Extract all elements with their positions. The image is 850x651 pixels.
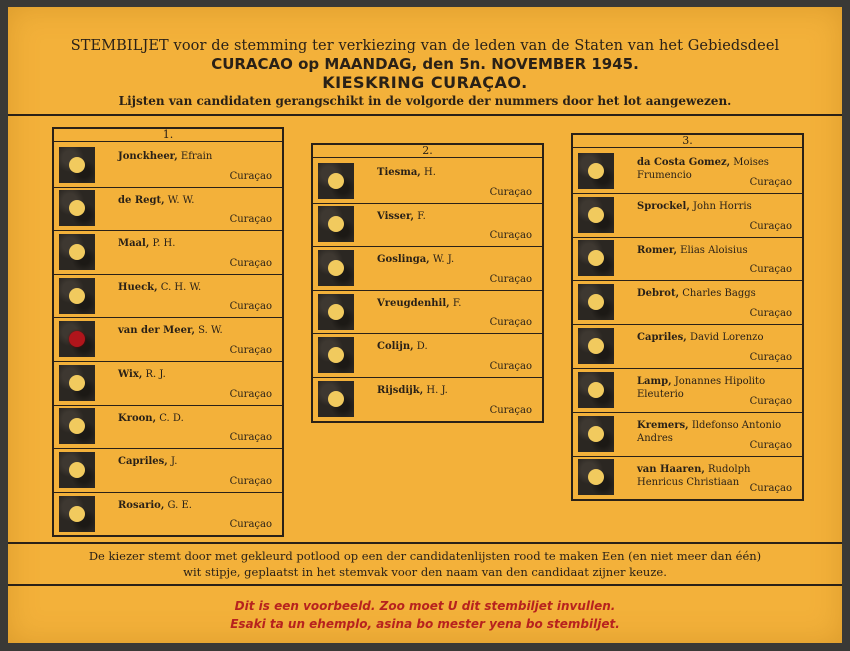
candidate-row — [54, 405, 282, 450]
header-district: KIESKRING CURAÇAO. — [322, 73, 528, 92]
header-title: STEMBILJET voor de stemming ter verkiezing van de leden van de Staten van het Gebiedsdeel — [70, 38, 780, 54]
candidate-surname: Lamp, — [637, 376, 672, 387]
ballot-header — [8, 37, 842, 109]
vote-dot[interactable] — [69, 288, 85, 304]
candidate-residence: Curaçao — [749, 439, 792, 451]
vote-dot[interactable] — [69, 375, 85, 391]
candidate-residence: Curaçao — [229, 475, 272, 487]
candidate-given-names: Jonannes Hipolito — [674, 376, 766, 387]
candidate-row — [573, 412, 802, 457]
candidate-surname: Rosario, — [118, 499, 165, 511]
candidate-surname: van der Meer, — [118, 325, 195, 337]
candidate-given-names: Rudolph — [708, 463, 751, 475]
candidate-residence: Curaçao — [229, 257, 272, 269]
candidate-row — [573, 368, 802, 413]
candidate-residence: Curaçao — [749, 395, 792, 407]
candidate-given-names: Efrain — [180, 151, 213, 162]
ballot-sheet — [8, 7, 842, 643]
candidate-name — [118, 412, 276, 425]
candidate-name — [377, 384, 536, 397]
candidate-name — [377, 340, 536, 353]
candidate-given-names: W. J. — [432, 254, 455, 266]
candidate-given-names: David Lorenzo — [689, 332, 764, 344]
vote-dot[interactable] — [588, 250, 604, 266]
candidate-surname: Kremers, — [637, 419, 689, 431]
candidate-residence: Curaçao — [749, 308, 792, 320]
example-line-papiamentu: Esaki ta un ehemplo, asina bo mester yena bo stembiljet. — [230, 617, 620, 631]
candidate-given-names: R. J. — [145, 369, 166, 380]
candidate-given-names: C. D. — [159, 412, 184, 424]
vote-box[interactable] — [59, 234, 95, 270]
vote-box[interactable] — [578, 284, 614, 320]
candidate-given-names-2: Andres — [637, 432, 673, 444]
vote-box[interactable] — [318, 163, 354, 199]
candidate-residence: Curaçao — [489, 317, 532, 329]
candidate-residence: Curaçao — [229, 344, 272, 356]
example-line-dutch: Dit is een voorbeeld. Zoo moet U dit stembiljet invullen. — [234, 599, 616, 613]
candidate-row — [573, 456, 802, 500]
list-number: 2. — [313, 145, 542, 158]
candidate-residence: Curaçao — [229, 170, 272, 182]
vote-box[interactable] — [578, 153, 614, 189]
candidate-row — [573, 324, 802, 369]
candidate-given-names-2: Frumencio — [637, 170, 692, 181]
vote-dot[interactable] — [328, 391, 344, 407]
candidate-surname: Kroon, — [118, 412, 157, 424]
instruction-bottom-divider — [8, 584, 842, 586]
candidate-name — [377, 166, 536, 179]
vote-dot[interactable] — [69, 462, 85, 478]
candidate-surname: van Haaren, — [637, 463, 705, 475]
vote-box[interactable] — [578, 328, 614, 364]
candidate-residence: Curaçao — [489, 230, 532, 242]
candidate-residence: Curaçao — [229, 301, 272, 313]
candidate-row — [573, 193, 802, 238]
candidate-residence: Curaçao — [229, 519, 272, 531]
candidate-surname: Debrot, — [637, 288, 680, 300]
candidate-given-names: W. W. — [167, 194, 195, 206]
vote-box[interactable] — [318, 337, 354, 373]
candidate-residence: Curaçao — [489, 360, 532, 372]
list-number: 1. — [54, 129, 282, 142]
candidate-residence: Curaçao — [229, 214, 272, 226]
candidate-row — [54, 448, 282, 493]
candidate-residence: Curaçao — [749, 483, 792, 495]
vote-dot[interactable] — [69, 157, 85, 173]
candidate-surname: Vreugdenhil, — [377, 297, 450, 309]
top-divider — [8, 114, 842, 116]
candidate-surname: da Costa Gomez, — [637, 157, 731, 168]
candidate-name — [377, 210, 536, 223]
candidate-residence: Curaçao — [749, 220, 792, 232]
candidate-given-names: H. — [423, 167, 436, 178]
vote-box[interactable] — [59, 147, 95, 183]
candidate-name — [118, 237, 276, 250]
vote-dot[interactable] — [588, 382, 604, 398]
candidate-row — [313, 203, 542, 248]
candidate-residence: Curaçao — [229, 432, 272, 444]
voting-instruction — [8, 548, 842, 580]
candidate-given-names: G. E. — [167, 499, 192, 511]
candidate-name — [118, 150, 276, 163]
candidate-row — [54, 187, 282, 232]
candidate-surname: Rijsdijk, — [377, 385, 424, 396]
candidate-given-names: C. H. W. — [160, 281, 202, 293]
candidate-name — [637, 287, 796, 300]
instruction-line-2: wit stipje, geplaatst in het stemvak voor den naam van den candidaat zijner keuze. — [183, 565, 667, 579]
vote-box[interactable] — [59, 365, 95, 401]
list-number: 3. — [573, 135, 802, 148]
candidate-name — [377, 253, 536, 266]
vote-dot[interactable] — [328, 260, 344, 276]
candidate-residence: Curaçao — [229, 388, 272, 400]
candidate-name — [637, 244, 796, 257]
candidate-residence: Curaçao — [489, 186, 532, 198]
candidate-name — [118, 368, 276, 381]
candidate-surname: Jonckheer, — [118, 151, 178, 162]
candidate-surname: de Regt, — [118, 194, 165, 206]
vote-box[interactable] — [578, 197, 614, 233]
candidate-name — [377, 297, 536, 310]
candidate-residence: Curaçao — [749, 264, 792, 276]
header-subtitle: Lijsten van candidaten gerangschikt in de volgorde der nummers door het lot aangewezen. — [118, 94, 732, 108]
candidate-given-names: Ildefonso Antonio — [691, 419, 782, 431]
example-notice — [8, 597, 842, 633]
vote-dot[interactable] — [328, 347, 344, 363]
candidate-given-names: H. J. — [426, 385, 448, 396]
candidate-name — [118, 324, 276, 337]
vote-dot[interactable] — [588, 338, 604, 354]
candidate-given-names: F. — [452, 297, 462, 309]
vote-dot[interactable] — [328, 173, 344, 189]
candidate-row — [54, 361, 282, 406]
vote-dot[interactable] — [69, 244, 85, 260]
vote-dot-marked[interactable] — [69, 331, 85, 347]
candidate-given-names: F. — [417, 210, 426, 222]
candidate-given-names: Elias Aloisius — [680, 244, 748, 256]
candidate-given-names-2: Eleuterio — [637, 389, 684, 400]
header-date: CURACAO op MAANDAG, den 5n. NOVEMBER 1945. — [211, 55, 639, 73]
candidate-name — [118, 281, 276, 294]
vote-box[interactable] — [59, 278, 95, 314]
candidate-given-names-2: Henricus Christiaan — [637, 476, 740, 488]
vote-box[interactable] — [318, 294, 354, 330]
vote-dot[interactable] — [588, 426, 604, 442]
candidate-surname: Capriles, — [118, 456, 168, 468]
candidate-given-names: P. H. — [152, 238, 176, 250]
candidate-row — [54, 492, 282, 536]
vote-box[interactable] — [59, 190, 95, 226]
candidate-name — [637, 200, 796, 213]
candidate-surname: Capriles, — [637, 332, 687, 344]
vote-dot[interactable] — [588, 163, 604, 179]
candidate-given-names: S. W. — [198, 325, 223, 337]
candidate-list-1 — [52, 127, 284, 537]
instruction-top-divider — [8, 542, 842, 544]
candidate-row — [313, 159, 542, 204]
candidate-row — [54, 230, 282, 275]
vote-dot[interactable] — [588, 207, 604, 223]
vote-dot[interactable] — [588, 469, 604, 485]
candidate-surname: Colijn, — [377, 341, 414, 353]
vote-box[interactable] — [318, 381, 354, 417]
candidate-list-2 — [311, 143, 544, 423]
vote-dot[interactable] — [328, 304, 344, 320]
vote-dot[interactable] — [69, 200, 85, 216]
candidate-surname: Hueck, — [118, 281, 158, 293]
candidate-surname: Visser, — [377, 210, 415, 222]
vote-dot[interactable] — [588, 294, 604, 310]
vote-box[interactable] — [578, 416, 614, 452]
candidate-name — [118, 194, 276, 207]
candidate-given-names: J. — [170, 456, 178, 468]
candidate-given-names: John Horris — [693, 200, 752, 212]
candidate-surname: Goslinga, — [377, 254, 430, 266]
vote-box[interactable] — [318, 250, 354, 286]
candidate-row — [313, 290, 542, 335]
candidate-residence: Curaçao — [749, 351, 792, 363]
candidate-row — [54, 143, 282, 188]
candidate-list-3 — [571, 133, 804, 501]
candidate-surname: Wix, — [118, 369, 143, 380]
candidate-given-names: Moises — [733, 157, 769, 168]
candidate-name — [118, 455, 276, 468]
candidate-row — [573, 149, 802, 194]
vote-box[interactable] — [59, 452, 95, 488]
candidate-surname: Sprockel, — [637, 200, 690, 212]
vote-box[interactable] — [59, 321, 95, 357]
candidate-name — [118, 499, 276, 512]
vote-box[interactable] — [578, 459, 614, 495]
vote-dot[interactable] — [328, 216, 344, 232]
candidate-residence: Curaçao — [489, 273, 532, 285]
candidate-row — [54, 317, 282, 362]
candidate-row — [573, 280, 802, 325]
candidate-name — [637, 331, 796, 344]
candidate-surname: Maal, — [118, 238, 150, 250]
vote-box[interactable] — [59, 408, 95, 444]
candidate-surname: Romer, — [637, 244, 677, 256]
candidate-row — [573, 237, 802, 282]
vote-box[interactable] — [578, 372, 614, 408]
vote-dot[interactable] — [69, 506, 85, 522]
candidate-row — [313, 333, 542, 378]
candidate-given-names: Charles Baggs — [682, 288, 756, 300]
candidate-residence: Curaçao — [489, 404, 532, 416]
candidate-row — [313, 246, 542, 291]
candidate-row — [313, 377, 542, 421]
candidate-row — [54, 274, 282, 319]
vote-box[interactable] — [578, 240, 614, 276]
candidate-surname: Tiesma, — [377, 167, 421, 178]
instruction-line-1: De kiezer stemt door met gekleurd potlood op een der candidatenlijsten rood te maken Een (en niet meer dan één) — [88, 549, 762, 563]
vote-box[interactable] — [318, 206, 354, 242]
vote-box[interactable] — [59, 496, 95, 532]
candidate-residence: Curaçao — [749, 176, 792, 188]
candidate-given-names: D. — [416, 341, 428, 353]
vote-dot[interactable] — [69, 418, 85, 434]
